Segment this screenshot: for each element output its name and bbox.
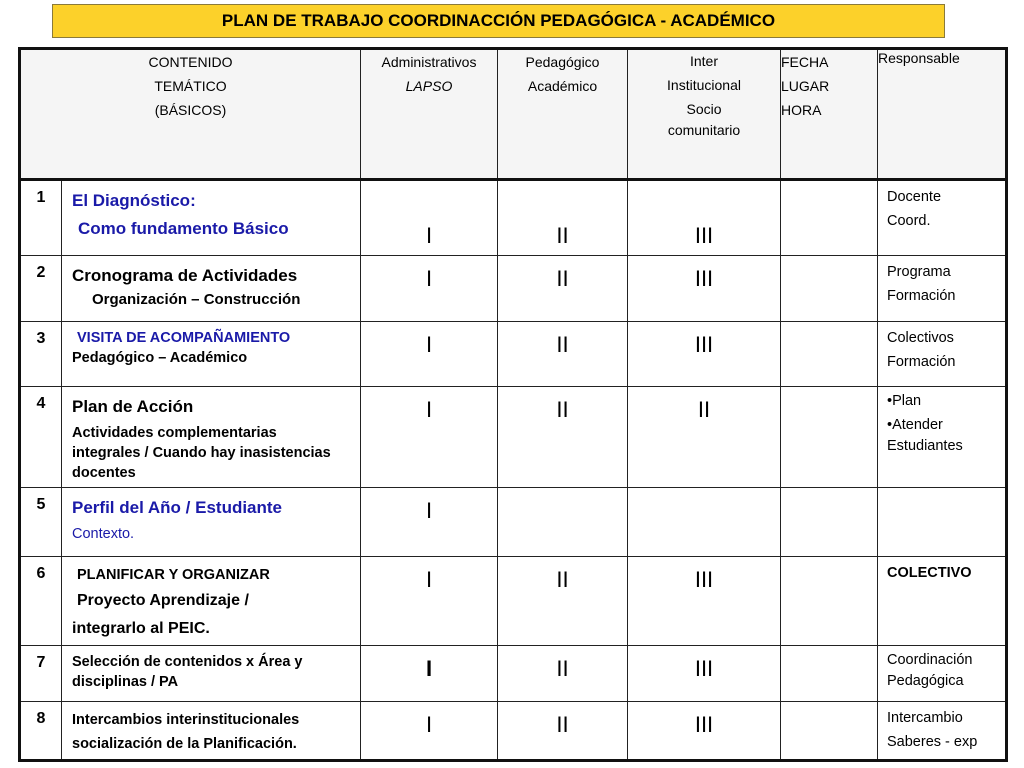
- row-number: 5: [20, 488, 62, 557]
- admin-mark: I: [361, 646, 498, 702]
- header-inter-line: Institucional: [667, 77, 741, 93]
- header-ped-line: Académico: [527, 78, 598, 94]
- table-row: [20, 180, 1007, 256]
- responsable-cell: [878, 646, 1007, 702]
- row-content: [62, 387, 361, 488]
- resp-bullet: •Plan: [887, 393, 922, 409]
- admin-mark: I: [361, 702, 498, 761]
- header-fecha: [781, 49, 878, 180]
- fecha-cell: [781, 180, 878, 256]
- inter-mark: [628, 488, 781, 557]
- fecha-cell: [781, 387, 878, 488]
- table-row: [20, 702, 1007, 761]
- content-line: socialización de la Planificación.: [72, 736, 297, 752]
- content-line: PLANIFICAR Y ORGANIZAR: [77, 567, 270, 583]
- row-content: [62, 646, 361, 702]
- row-content: [62, 557, 361, 646]
- ped-mark: II: [498, 702, 628, 761]
- table-row: [20, 322, 1007, 387]
- page-title: [52, 4, 945, 38]
- admin-mark: I: [361, 488, 498, 557]
- inter-mark: III: [628, 256, 781, 322]
- table-row: [20, 387, 1007, 488]
- header-admin-lapso: LAPSO: [405, 78, 453, 94]
- content-line: Actividades complementarias integrales / Cuando hay inasistencias docentes: [72, 425, 331, 481]
- resp-line: Formación: [887, 354, 956, 370]
- header-fecha-line: HORA: [781, 102, 822, 118]
- row-number: 7: [20, 646, 62, 702]
- resp-bullet: •Atender Estudiantes: [887, 417, 963, 454]
- ped-mark: II: [498, 322, 628, 387]
- header-row: [20, 49, 1007, 180]
- inter-mark: III: [628, 702, 781, 761]
- responsable-cell: [878, 488, 1007, 557]
- fecha-cell: [781, 646, 878, 702]
- resp-line: Colectivos: [887, 330, 954, 346]
- admin-mark: I: [361, 180, 498, 256]
- admin-mark: I: [361, 322, 498, 387]
- ped-mark: II: [498, 557, 628, 646]
- row-number: 8: [20, 702, 62, 761]
- ped-mark: [498, 488, 628, 557]
- row-content: [62, 702, 361, 761]
- resp-line: Programa: [887, 264, 951, 280]
- inter-mark: III: [628, 322, 781, 387]
- content-line: Contexto.: [72, 526, 135, 542]
- table-row: [20, 256, 1007, 322]
- ped-mark: II: [498, 387, 628, 488]
- header-fecha-line: FECHA: [781, 54, 829, 70]
- content-line: VISITA DE ACOMPAÑAMIENTO: [77, 330, 291, 346]
- header-inter-line: Inter: [689, 53, 718, 69]
- header-responsable: [878, 49, 1007, 180]
- row-content: [62, 322, 361, 387]
- table-row: [20, 488, 1007, 557]
- responsable-cell: [878, 322, 1007, 387]
- responsable-cell: [878, 180, 1007, 256]
- header-fecha-line: LUGAR: [781, 78, 830, 94]
- content-line: Selección de contenidos x Área y disciplinas / PA: [72, 654, 303, 690]
- responsable-cell: [878, 256, 1007, 322]
- header-admin-label: Administrativos: [381, 54, 477, 70]
- inter-mark: II: [628, 387, 781, 488]
- inter-mark: III: [628, 646, 781, 702]
- content-line: Como fundamento Básico: [78, 219, 289, 238]
- table-row: [20, 646, 1007, 702]
- resp-line: Coord.: [887, 213, 931, 229]
- header-inter: [628, 49, 781, 180]
- content-line: Intercambios interinstitucionales: [72, 712, 300, 728]
- responsable-cell: [878, 702, 1007, 761]
- title-text: PLAN DE TRABAJO COORDINACCIÓN PEDAGÓGICA - ACADÉMICO: [221, 11, 776, 30]
- responsable-cell: [878, 387, 1007, 488]
- header-contenido: [20, 49, 361, 180]
- row-number: 3: [20, 322, 62, 387]
- header-inter-line: Socio: [686, 101, 722, 117]
- row-content: [62, 256, 361, 322]
- content-line: Organización – Construcción: [92, 291, 301, 308]
- row-content: [62, 180, 361, 256]
- resp-line: Saberes - exp: [887, 734, 978, 750]
- row-content: [62, 488, 361, 557]
- content-line: Proyecto Aprendizaje /: [77, 592, 249, 609]
- inter-mark: III: [628, 557, 781, 646]
- content-line: El Diagnóstico:: [72, 191, 196, 210]
- fecha-cell: [781, 322, 878, 387]
- content-line: Plan de Acción: [72, 397, 194, 416]
- admin-mark: I: [361, 387, 498, 488]
- header-contenido-line: (BÁSICOS): [154, 102, 227, 118]
- content-line: integrarlo al PEIC.: [72, 620, 210, 637]
- header-administrativos: [361, 49, 498, 180]
- fecha-cell: [781, 256, 878, 322]
- work-plan-table: [18, 47, 1008, 762]
- resp-line: Intercambio: [887, 710, 963, 726]
- ped-mark: II: [498, 256, 628, 322]
- content-line: Cronograma de Actividades: [72, 266, 298, 285]
- header-contenido-line: TEMÁTICO: [154, 78, 227, 94]
- fecha-cell: [781, 488, 878, 557]
- fecha-cell: [781, 702, 878, 761]
- header-ped-line: Pedagógico: [525, 54, 600, 70]
- header-inter-line: comunitario: [667, 122, 741, 138]
- ped-mark: II: [498, 646, 628, 702]
- admin-mark: I: [361, 557, 498, 646]
- admin-mark: I: [361, 256, 498, 322]
- row-number: 2: [20, 256, 62, 322]
- resp-line: Docente: [887, 189, 942, 205]
- resp-line: COLECTIVO: [887, 565, 972, 581]
- row-number: 6: [20, 557, 62, 646]
- fecha-cell: [781, 557, 878, 646]
- header-contenido-line: CONTENIDO: [148, 54, 233, 70]
- header-pedagogico: [498, 49, 628, 180]
- content-line: Perfil del Año / Estudiante: [72, 498, 283, 517]
- inter-mark: III: [628, 180, 781, 256]
- resp-line: Formación: [887, 288, 956, 304]
- resp-line: Coordinación Pedagógica: [887, 652, 973, 689]
- content-line: Pedagógico – Académico: [72, 350, 248, 366]
- table-row: [20, 557, 1007, 646]
- ped-mark: II: [498, 180, 628, 256]
- row-number: 1: [20, 180, 62, 256]
- row-number: 4: [20, 387, 62, 488]
- responsable-cell: [878, 557, 1007, 646]
- header-responsable-label: Responsable: [878, 50, 960, 66]
